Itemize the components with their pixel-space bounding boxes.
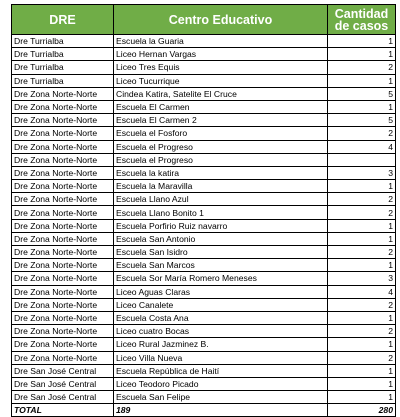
- cell-cantidad: 1: [328, 338, 396, 351]
- table-row: [12, 74, 396, 87]
- cell-dre: Dre Zona Norte-Norte: [12, 259, 114, 272]
- cell-cantidad: 1: [328, 311, 396, 324]
- cell-dre: Dre San José Central: [12, 377, 114, 390]
- table-row: [12, 114, 396, 127]
- cell-dre: Dre Turrialba: [12, 74, 114, 87]
- cell-centro-educativo: Escuela San Antonio: [114, 232, 328, 245]
- cell-centro-educativo: Escuela Llano Bonito 1: [114, 206, 328, 219]
- cell-dre: Dre Zona Norte-Norte: [12, 246, 114, 259]
- cell-dre: Dre Zona Norte-Norte: [12, 127, 114, 140]
- cell-centro-educativo: Escuela el Progreso: [114, 140, 328, 153]
- cell-cantidad: 2: [328, 206, 396, 219]
- cell-cantidad: 1: [328, 259, 396, 272]
- table-row: [12, 140, 396, 153]
- cell-centro-educativo: Escuela San Felipe: [114, 391, 328, 404]
- cell-cantidad: 1: [328, 35, 396, 48]
- cell-dre: Dre Turrialba: [12, 61, 114, 74]
- cell-cantidad: 1: [328, 391, 396, 404]
- table-row: [12, 325, 396, 338]
- cell-cantidad: 1: [328, 232, 396, 245]
- cell-centro-educativo: Escuela la Guaria: [114, 35, 328, 48]
- cell-cantidad: 3: [328, 166, 396, 179]
- table-row: [12, 193, 396, 206]
- cases-table: [11, 4, 396, 417]
- cases-table-container: [11, 4, 396, 417]
- cell-cantidad: 4: [328, 285, 396, 298]
- table-row: [12, 364, 396, 377]
- total-cases: 280: [328, 404, 396, 417]
- cell-centro-educativo: Escuela el Fosforo: [114, 127, 328, 140]
- table-row: [12, 272, 396, 285]
- table-body: [12, 35, 396, 404]
- cell-dre: Dre San José Central: [12, 364, 114, 377]
- table-row: [12, 35, 396, 48]
- cell-centro-educativo: Escuela Costa Ana: [114, 311, 328, 324]
- cell-centro-educativo: Liceo Rural Jazminez B.: [114, 338, 328, 351]
- cell-dre: Dre Zona Norte-Norte: [12, 272, 114, 285]
- cell-dre: Dre Zona Norte-Norte: [12, 285, 114, 298]
- table-header: [12, 5, 396, 35]
- cell-centro-educativo: Escuela San Isidro: [114, 246, 328, 259]
- cell-centro-educativo: Escuela San Marcos: [114, 259, 328, 272]
- cell-centro-educativo: Escuela el Progreso: [114, 153, 328, 166]
- cell-cantidad: 1: [328, 219, 396, 232]
- cell-cantidad: 4: [328, 140, 396, 153]
- cell-dre: Dre Zona Norte-Norte: [12, 311, 114, 324]
- cell-centro-educativo: Escuela El Carmen: [114, 100, 328, 113]
- cell-dre: Dre Zona Norte-Norte: [12, 325, 114, 338]
- table-row: [12, 166, 396, 179]
- table-row: [12, 61, 396, 74]
- table-row: [12, 351, 396, 364]
- cell-cantidad: 2: [328, 351, 396, 364]
- cell-dre: Dre Zona Norte-Norte: [12, 140, 114, 153]
- cell-centro-educativo: Escuela República de Haití: [114, 364, 328, 377]
- cell-dre: Dre Zona Norte-Norte: [12, 219, 114, 232]
- header-dre: DRE: [12, 5, 114, 35]
- cell-cantidad: 1: [328, 180, 396, 193]
- cell-cantidad: 2: [328, 298, 396, 311]
- cell-dre: Dre Zona Norte-Norte: [12, 153, 114, 166]
- cell-cantidad: 1: [328, 48, 396, 61]
- table-row: [12, 391, 396, 404]
- table-row: [12, 180, 396, 193]
- cell-cantidad: 2: [328, 325, 396, 338]
- header-row: [12, 5, 396, 35]
- cell-centro-educativo: Liceo Tucurrique: [114, 74, 328, 87]
- cell-dre: Dre Zona Norte-Norte: [12, 114, 114, 127]
- table-row: [12, 219, 396, 232]
- table-row: [12, 100, 396, 113]
- table-row: [12, 48, 396, 61]
- cell-dre: Dre Zona Norte-Norte: [12, 100, 114, 113]
- cell-cantidad: 1: [328, 74, 396, 87]
- cell-cantidad: 5: [328, 114, 396, 127]
- header-centro-educativo: Centro Educativo: [114, 5, 328, 35]
- total-centers: 189: [114, 404, 328, 417]
- cell-dre: Dre Zona Norte-Norte: [12, 87, 114, 100]
- table-row: [12, 127, 396, 140]
- cell-cantidad: 2: [328, 193, 396, 206]
- cell-cantidad: 1: [328, 364, 396, 377]
- cell-dre: Dre Zona Norte-Norte: [12, 298, 114, 311]
- cell-centro-educativo: Liceo Canalete: [114, 298, 328, 311]
- cell-centro-educativo: Liceo Aguas Claras: [114, 285, 328, 298]
- cell-dre: Dre Zona Norte-Norte: [12, 193, 114, 206]
- cell-dre: Dre Zona Norte-Norte: [12, 338, 114, 351]
- table-row: [12, 232, 396, 245]
- cell-dre: Dre Zona Norte-Norte: [12, 351, 114, 364]
- table-row: [12, 153, 396, 166]
- cell-centro-educativo: Escuela Sor María Romero Meneses: [114, 272, 328, 285]
- cell-cantidad: 5: [328, 87, 396, 100]
- cell-centro-educativo: Escuela Llano Azul: [114, 193, 328, 206]
- cell-dre: Dre Zona Norte-Norte: [12, 180, 114, 193]
- total-label: TOTAL: [12, 404, 114, 417]
- table-row: [12, 206, 396, 219]
- cell-centro-educativo: Liceo cuatro Bocas: [114, 325, 328, 338]
- cell-centro-educativo: Escuela El Carmen 2: [114, 114, 328, 127]
- cell-dre: Dre San José Central: [12, 391, 114, 404]
- cell-centro-educativo: Cindea Katira, Satelite El Cruce: [114, 87, 328, 100]
- cell-cantidad: 2: [328, 61, 396, 74]
- cell-centro-educativo: Liceo Villa Nueva: [114, 351, 328, 364]
- cell-centro-educativo: Escuela la katira: [114, 166, 328, 179]
- cell-centro-educativo: Liceo Tres Equis: [114, 61, 328, 74]
- table-row: [12, 246, 396, 259]
- cell-cantidad: 2: [328, 246, 396, 259]
- cell-cantidad: [328, 153, 396, 166]
- cell-dre: Dre Turrialba: [12, 35, 114, 48]
- cell-cantidad: 1: [328, 377, 396, 390]
- cell-centro-educativo: Escuela la Maravilla: [114, 180, 328, 193]
- cell-cantidad: 2: [328, 127, 396, 140]
- cell-dre: Dre Zona Norte-Norte: [12, 232, 114, 245]
- cell-cantidad: 1: [328, 100, 396, 113]
- cell-dre: Dre Zona Norte-Norte: [12, 166, 114, 179]
- table-row: [12, 87, 396, 100]
- cell-dre: Dre Turrialba: [12, 48, 114, 61]
- header-cantidad-casos: Cantidad de casos: [328, 5, 396, 35]
- table-row: [12, 298, 396, 311]
- table-row: [12, 377, 396, 390]
- cell-cantidad: 3: [328, 272, 396, 285]
- table-row: [12, 285, 396, 298]
- table-row: [12, 259, 396, 272]
- cell-dre: Dre Zona Norte-Norte: [12, 206, 114, 219]
- cell-centro-educativo: Liceo Teodoro Picado: [114, 377, 328, 390]
- table-row: [12, 338, 396, 351]
- table-row: [12, 311, 396, 324]
- cell-centro-educativo: Liceo Hernan Vargas: [114, 48, 328, 61]
- cell-centro-educativo: Escuela Porfirio Ruiz navarro: [114, 219, 328, 232]
